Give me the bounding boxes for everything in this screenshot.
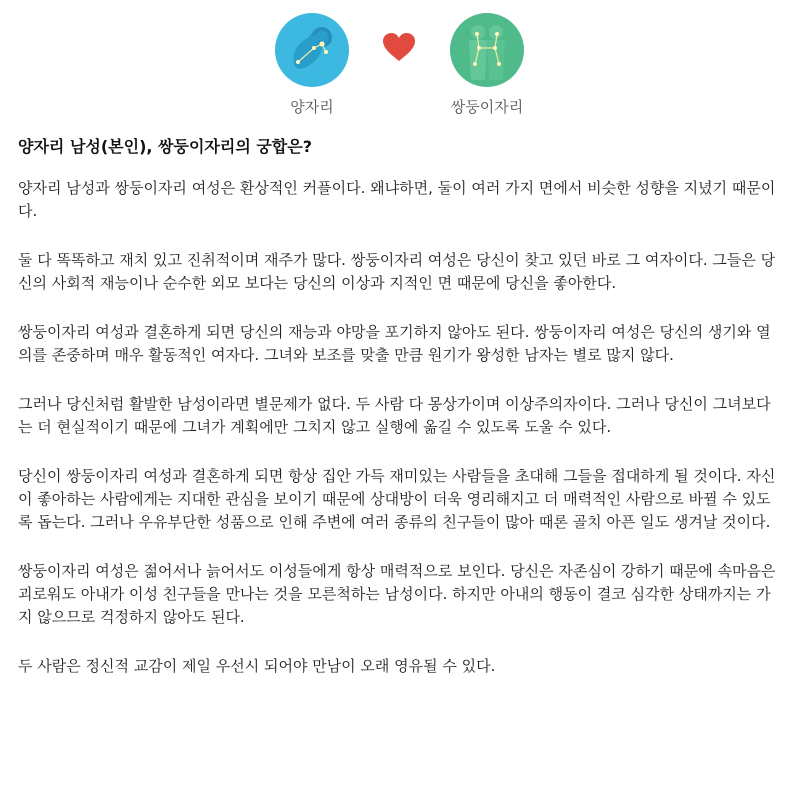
aries-sign-name: 양자리	[290, 98, 334, 116]
gemini-sign-name: 쌍둥이자리	[450, 98, 524, 116]
aries-sign	[262, 12, 362, 117]
article-paragraph: 당신이 쌍둥이자리 여성과 결혼하게 되면 항상 집안 가득 재미있는 사람들을 초대해 그들을 접대하게 될 것이다. 자신이 좋아하는 사람에게는 지대한 관심을 보이기 때문에 상대방이 더욱 영리해지고 더 매력적인 사람으로 바뀔 수 있도록 돕는다. 그러나 우유부단한 성품으로 인해 주변에 여러 종류의 친구들이 많아 때론 골치 아픈 일도 생겨날 것이다.	[18, 467, 776, 531]
compatibility-article	[0, 134, 799, 678]
gemini-sign	[437, 12, 537, 117]
article-paragraph: 두 사람은 정신적 교감이 제일 우선시 되어야 만남이 오래 영유될 수 있다.	[18, 657, 496, 675]
heart-icon	[382, 32, 416, 66]
article-paragraph: 양자리 남성과 쌍둥이자리 여성은 환상적인 커플이다. 왜냐하면, 둘이 여러 가지 면에서 비슷한 성향을 지녔기 때문이다.	[18, 179, 776, 220]
gemini-constellation-icon	[449, 12, 525, 88]
aries-constellation-icon	[274, 12, 350, 88]
article-paragraph: 쌍둥이자리 여성은 젊어서나 늙어서도 이성들에게 항상 매력적으로 보인다. 당신은 자존심이 강하기 때문에 속마음은 괴로워도 아내가 이성 친구들을 만나는 것을 모른척하는 남성이다. 하지만 아내의 행동이 결코 심각한 상태까지는 가지 않으므로 걱정하지 않아도 된다.	[18, 562, 776, 626]
article-paragraph: 둘 다 똑똑하고 재치 있고 진취적이며 재주가 많다. 쌍둥이자리 여성은 당신이 찾고 있던 바로 그 여자이다. 그들은 당신의 사회적 재능이나 순수한 외모 보다는 당신의 이상과 지적인 면 때문에 당신을 좋아한다.	[18, 251, 776, 292]
article-paragraph: 쌍둥이자리 여성과 결혼하게 되면 당신의 재능과 야망을 포기하지 않아도 된다. 쌍둥이자리 여성은 당신의 생기와 열의를 존중하며 매우 활동적인 여자다. 그녀와 보조를 맞출 만큼 원기가 왕성한 남자는 별로 많지 않다.	[18, 323, 771, 364]
article-paragraph: 그러나 당신처럼 활발한 남성이라면 별문제가 없다. 두 사람 다 몽상가이며 이상주의자이다. 그러나 당신이 그녀보다는 더 현실적이기 때문에 그녀가 계획에만 그치지 않고 실행에 옮길 수 있도록 도울 수 있다.	[18, 395, 771, 436]
sign-pair-header	[0, 0, 799, 120]
article-headline: 양자리 남성(본인), 쌍둥이자리의 궁합은?	[18, 137, 312, 156]
